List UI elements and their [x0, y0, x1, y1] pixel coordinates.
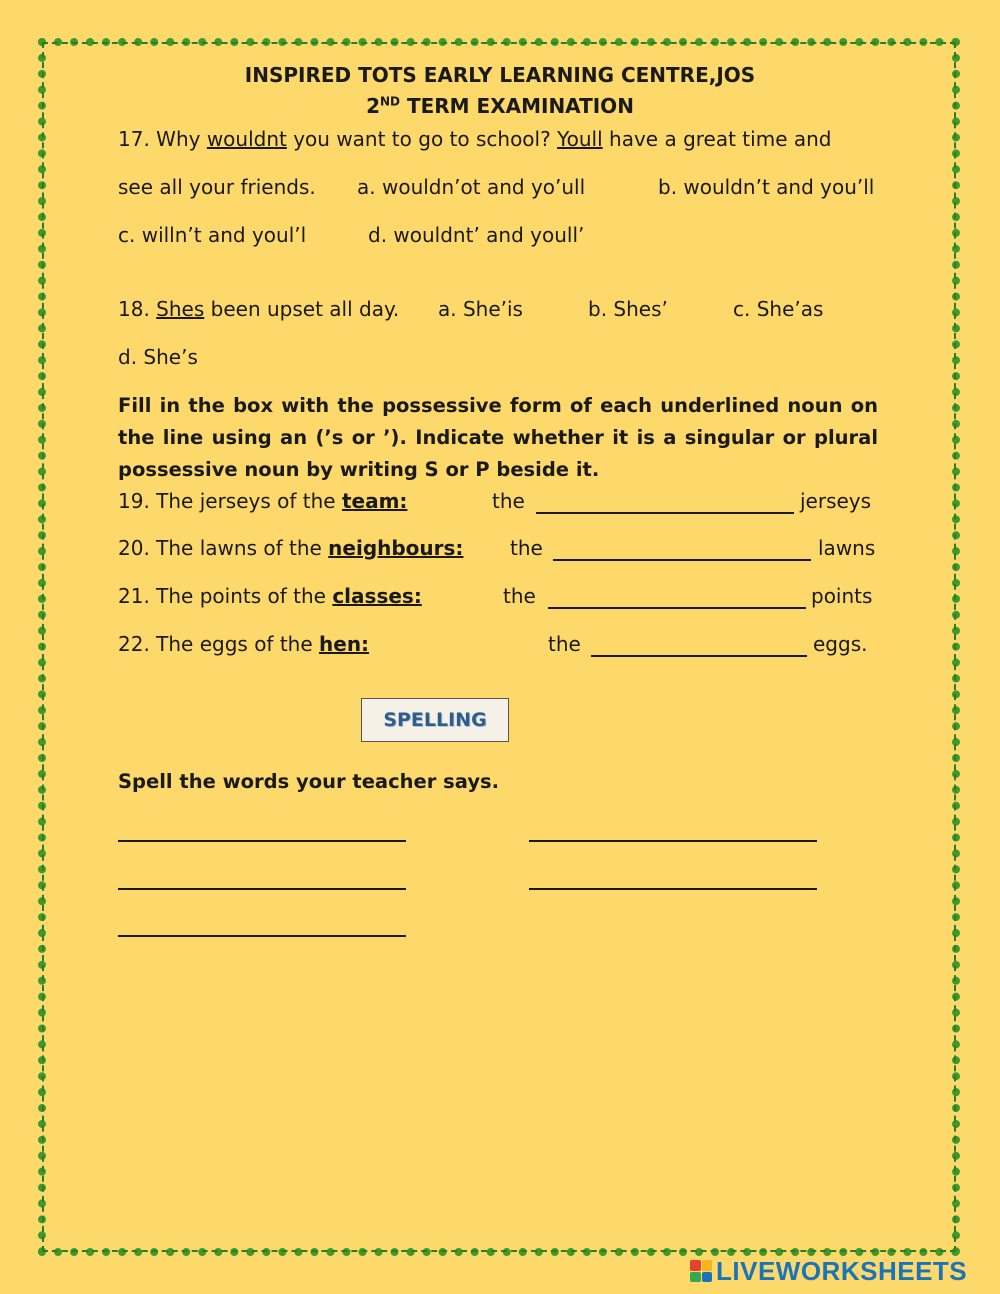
- q18-stem: 18. Shes been upset all day.: [118, 297, 400, 321]
- q18-option-d[interactable]: d. She’s: [118, 345, 198, 369]
- q18-option-b[interactable]: b. Shes’: [588, 297, 668, 321]
- exam-title: 2ND TERM EXAMINATION: [366, 94, 634, 118]
- item-21-suffix: points: [811, 584, 873, 608]
- q17-option-b[interactable]: b. wouldn’t and you’ll: [658, 175, 875, 199]
- spelling-line-2[interactable]: [529, 840, 817, 842]
- item-19-the: the: [492, 489, 525, 513]
- q17-option-d[interactable]: d. wouldnt’ and youll’: [368, 223, 585, 247]
- item-22-prompt: 22. The eggs of the hen:: [118, 632, 370, 656]
- logo-tile: [702, 1260, 713, 1271]
- spelling-instruction: Spell the words your teacher says.: [118, 770, 500, 793]
- possessive-instruction: Fill in the box with the possessive form of each underlined noun on the line using an (’s or ’). Indicate whether it is a singular or plural possessive noun by writing S or P beside it.: [118, 394, 878, 481]
- q18-option-c[interactable]: c. She’as: [733, 297, 824, 321]
- item-20-suffix: lawns: [818, 536, 876, 560]
- logo-tile: [690, 1272, 701, 1283]
- q18-option-a[interactable]: a. She’is: [438, 297, 523, 321]
- item-21-the: the: [503, 584, 536, 608]
- school-title: INSPIRED TOTS EARLY LEARNING CENTRE,JOS: [244, 63, 756, 87]
- item-19-prompt: 19. The jerseys of the team:: [118, 489, 408, 513]
- item-21-prompt: 21. The points of the classes:: [118, 584, 422, 608]
- item-19-answer-line[interactable]: [536, 512, 794, 514]
- spelling-heading-box: SPELLING: [361, 698, 509, 742]
- item-22-suffix: eggs.: [813, 632, 868, 656]
- spelling-line-4[interactable]: [529, 888, 817, 890]
- item-22-the: the: [548, 632, 581, 656]
- item-22-answer-line[interactable]: [591, 655, 807, 657]
- item-20-the: the: [510, 536, 543, 560]
- logo-tile: [690, 1260, 701, 1271]
- q17-line1: 17. Why wouldnt you want to go to school? Youll have a great time and: [118, 127, 832, 151]
- q17-option-c[interactable]: c. willn’t and youl’l: [118, 223, 307, 247]
- item-20-prompt: 20. The lawns of the neighbours:: [118, 536, 464, 560]
- liveworksheets-text: LIVEWORKSHEETS: [716, 1255, 968, 1286]
- spelling-line-3[interactable]: [118, 888, 406, 890]
- spelling-line-5[interactable]: [118, 935, 406, 937]
- item-19-suffix: jerseys: [800, 489, 872, 513]
- logo-tile: [702, 1272, 713, 1283]
- liveworksheets-icon: [690, 1260, 712, 1282]
- spelling-line-1[interactable]: [118, 840, 406, 842]
- liveworksheets-logo: [690, 1256, 967, 1286]
- item-21-answer-line[interactable]: [548, 607, 806, 609]
- item-20-answer-line[interactable]: [553, 559, 811, 561]
- q17-option-a[interactable]: a. wouldn’ot and yo’ull: [357, 175, 586, 199]
- q17-line2: see all your friends.: [118, 175, 316, 199]
